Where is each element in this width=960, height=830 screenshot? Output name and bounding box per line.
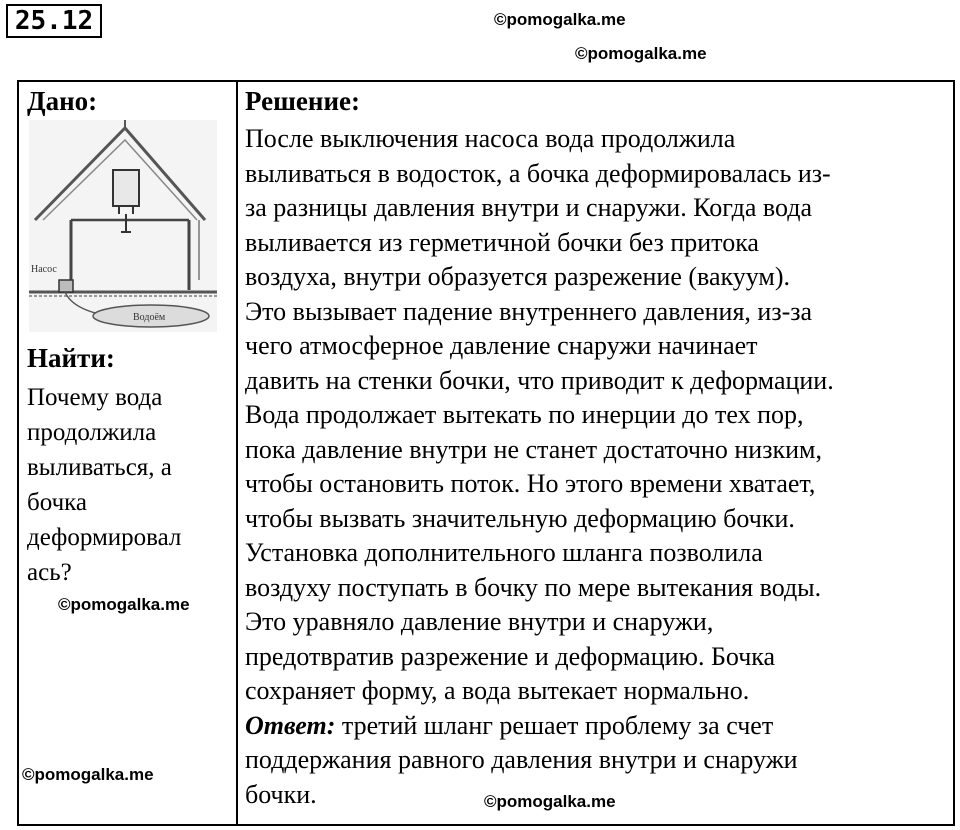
question-line: бочка [27,489,88,516]
house-pump-figure [29,120,217,332]
question-line: ась? [27,559,72,586]
solution-line: Это вызывает падение внутреннего давления, из-за [245,296,813,326]
solution-text [245,122,945,812]
solution-line: Вода продолжает вытекать по инерции до тех пор, [245,400,804,429]
given-column [19,82,236,824]
question-line: продолжила [27,419,157,446]
solution-line: за разницы давления внутри и снаружи. Когда вода [245,193,813,222]
watermark: ©pomogalka.me [575,44,707,63]
solution-line: воздуху поступать в бочку по мере вытекания воды. [245,572,822,602]
question-line: Почему вода [27,384,163,411]
problem-number: 25.12 [6,4,102,38]
answer-label: Ответ: [245,710,336,740]
question-line: выливаться, а [27,454,172,481]
solution-line: давить на стенки бочки, что приводит к деформации. [245,365,834,395]
solution-line: чтобы вызвать значительную деформацию бочки. [245,503,795,533]
watermark: ©pomogalka.me [22,765,154,784]
solution-line: воздуха, внутри образуется разрежение (вакуум). [245,262,791,291]
watermark: ©pomogalka.me [494,10,626,29]
answer-line: бочки. [245,779,317,809]
find-heading: Найти: [27,343,115,373]
answer-line: поддержания равного давления внутри и снаружи [245,745,798,774]
solution-line: предотвратив разрежение и деформацию. Бочка [245,641,776,671]
pond-label: Водоём [133,312,166,323]
given-heading: Дано: [27,86,98,116]
solution-heading: Решение: [245,86,360,116]
solution-column [238,82,953,824]
solution-line: сохраняет форму, а вода вытекает нормально. [245,676,750,705]
task-table [17,80,955,826]
watermark: ©pomogalka.me [58,595,190,614]
question-text [27,380,232,590]
solution-line: чтобы остановить поток. Но этого времени хватает, [245,469,816,498]
solution-line: выливаться в водосток, а бочка деформировалась из- [245,158,831,188]
solution-line: Это уравняло давление внутри и снаружи, [245,607,714,636]
pump-label: Насос [31,264,57,275]
answer-text: третий шланг решает проблему за счет [335,710,774,740]
solution-line: пока давление внутри не станет достаточно низким, [245,434,822,464]
solution-line: выливается из герметичной бочки без притока [245,227,759,257]
solution-line: Установка дополнительного шланга позволила [245,538,763,567]
question-line: деформировал [27,524,182,551]
solution-line: чего атмосферное давление снаружи начинает [245,331,758,360]
watermark: ©pomogalka.me [484,792,616,811]
solution-line: После выключения насоса вода продолжила [245,124,736,153]
